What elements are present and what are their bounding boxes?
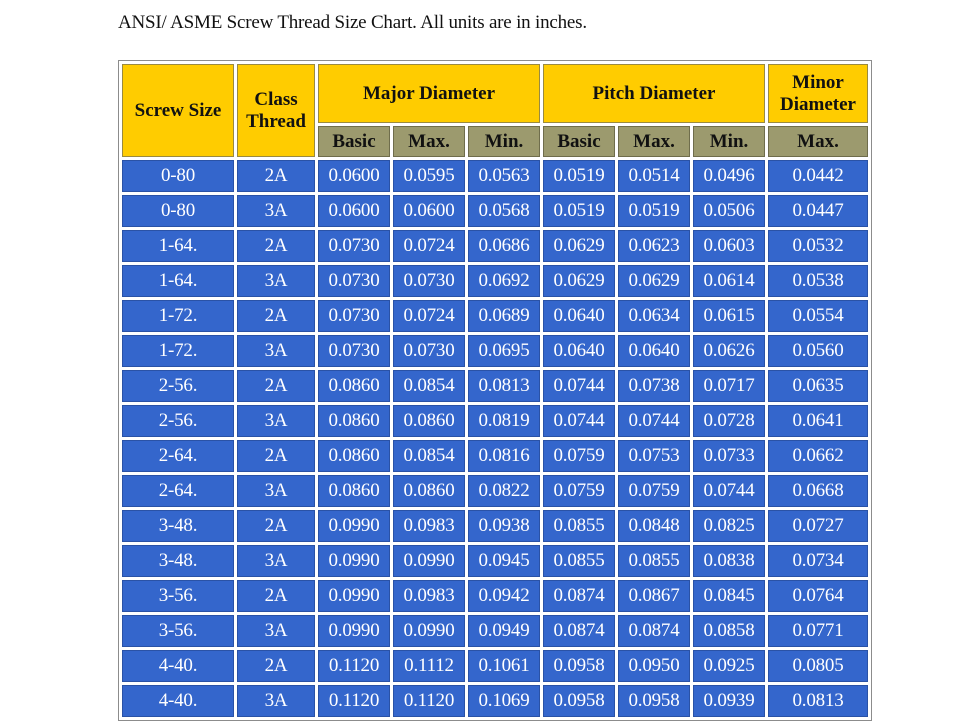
cell-major-max: 0.0730	[393, 335, 465, 367]
cell-major-basic: 0.0860	[318, 475, 390, 507]
table-row	[122, 685, 868, 717]
cell-minor-max: 0.0635	[768, 370, 868, 402]
subheader-pitch-basic: Basic	[543, 126, 615, 157]
cell-pitch-basic: 0.0874	[543, 615, 615, 647]
cell-pitch-max: 0.0867	[618, 580, 690, 612]
cell-minor-max: 0.0532	[768, 230, 868, 262]
cell-pitch-max: 0.0958	[618, 685, 690, 717]
table-row	[122, 475, 868, 507]
cell-class-thread: 2A	[237, 510, 315, 542]
cell-pitch-min: 0.0728	[693, 405, 765, 437]
subheader-major-min: Min.	[468, 126, 540, 157]
subheader-pitch-min: Min.	[693, 126, 765, 157]
subheader-major-basic: Basic	[318, 126, 390, 157]
cell-major-basic: 0.0730	[318, 335, 390, 367]
cell-pitch-min: 0.0614	[693, 265, 765, 297]
cell-major-min: 0.0813	[468, 370, 540, 402]
cell-major-basic: 0.0990	[318, 580, 390, 612]
cell-screw-size: 1-64.	[122, 265, 234, 297]
cell-minor-max: 0.0813	[768, 685, 868, 717]
cell-pitch-min: 0.0733	[693, 440, 765, 472]
cell-pitch-min: 0.0838	[693, 545, 765, 577]
cell-class-thread: 3A	[237, 405, 315, 437]
table-row	[122, 580, 868, 612]
cell-pitch-basic: 0.0519	[543, 195, 615, 227]
cell-minor-max: 0.0442	[768, 160, 868, 192]
cell-major-basic: 0.0730	[318, 230, 390, 262]
cell-pitch-basic: 0.0958	[543, 650, 615, 682]
cell-class-thread: 2A	[237, 160, 315, 192]
cell-pitch-min: 0.0744	[693, 475, 765, 507]
cell-pitch-min: 0.0825	[693, 510, 765, 542]
cell-major-max: 0.0990	[393, 545, 465, 577]
cell-minor-max: 0.0764	[768, 580, 868, 612]
cell-major-min: 0.0822	[468, 475, 540, 507]
cell-pitch-min: 0.0717	[693, 370, 765, 402]
table-row	[122, 160, 868, 192]
cell-pitch-basic: 0.0855	[543, 510, 615, 542]
table-row	[122, 405, 868, 437]
cell-screw-size: 1-72.	[122, 335, 234, 367]
cell-class-thread: 3A	[237, 195, 315, 227]
cell-major-min: 0.0686	[468, 230, 540, 262]
cell-minor-max: 0.0554	[768, 300, 868, 332]
cell-pitch-min: 0.0925	[693, 650, 765, 682]
cell-class-thread: 2A	[237, 230, 315, 262]
cell-pitch-max: 0.0738	[618, 370, 690, 402]
cell-major-max: 0.0860	[393, 405, 465, 437]
cell-pitch-basic: 0.0744	[543, 370, 615, 402]
cell-major-max: 0.0983	[393, 510, 465, 542]
cell-major-basic: 0.0860	[318, 440, 390, 472]
cell-major-basic: 0.0990	[318, 510, 390, 542]
cell-class-thread: 3A	[237, 265, 315, 297]
cell-class-thread: 2A	[237, 370, 315, 402]
header-class-thread: Class Thread	[237, 64, 315, 157]
cell-minor-max: 0.0668	[768, 475, 868, 507]
cell-pitch-max: 0.0629	[618, 265, 690, 297]
cell-pitch-basic: 0.0874	[543, 580, 615, 612]
cell-major-min: 0.0692	[468, 265, 540, 297]
cell-minor-max: 0.0538	[768, 265, 868, 297]
table-row	[122, 335, 868, 367]
cell-major-max: 0.0990	[393, 615, 465, 647]
table-row	[122, 615, 868, 647]
cell-major-min: 0.1061	[468, 650, 540, 682]
cell-pitch-basic: 0.0519	[543, 160, 615, 192]
cell-screw-size: 4-40.	[122, 685, 234, 717]
table-body	[122, 160, 868, 717]
cell-pitch-min: 0.0615	[693, 300, 765, 332]
cell-minor-max: 0.0734	[768, 545, 868, 577]
cell-screw-size: 2-56.	[122, 405, 234, 437]
cell-screw-size: 1-72.	[122, 300, 234, 332]
cell-major-min: 0.1069	[468, 685, 540, 717]
cell-pitch-max: 0.0744	[618, 405, 690, 437]
cell-major-max: 0.1120	[393, 685, 465, 717]
cell-pitch-min: 0.0603	[693, 230, 765, 262]
cell-major-basic: 0.0990	[318, 615, 390, 647]
cell-class-thread: 2A	[237, 650, 315, 682]
cell-screw-size: 3-56.	[122, 580, 234, 612]
cell-pitch-max: 0.0759	[618, 475, 690, 507]
cell-class-thread: 3A	[237, 475, 315, 507]
cell-screw-size: 0-80	[122, 160, 234, 192]
cell-major-max: 0.0730	[393, 265, 465, 297]
cell-major-min: 0.0568	[468, 195, 540, 227]
table-row	[122, 650, 868, 682]
cell-screw-size: 2-64.	[122, 440, 234, 472]
cell-pitch-basic: 0.0629	[543, 230, 615, 262]
cell-pitch-max: 0.0623	[618, 230, 690, 262]
cell-major-min: 0.0563	[468, 160, 540, 192]
cell-pitch-max: 0.0874	[618, 615, 690, 647]
cell-pitch-min: 0.0845	[693, 580, 765, 612]
cell-minor-max: 0.0771	[768, 615, 868, 647]
cell-major-max: 0.0854	[393, 440, 465, 472]
table-row	[122, 370, 868, 402]
cell-major-basic: 0.1120	[318, 685, 390, 717]
cell-minor-max: 0.0560	[768, 335, 868, 367]
cell-pitch-max: 0.0519	[618, 195, 690, 227]
cell-class-thread: 3A	[237, 685, 315, 717]
cell-minor-max: 0.0447	[768, 195, 868, 227]
cell-pitch-basic: 0.0640	[543, 300, 615, 332]
cell-pitch-max: 0.0950	[618, 650, 690, 682]
table-viewport	[118, 60, 860, 711]
table-row	[122, 545, 868, 577]
subheader-minor-max: Max.	[768, 126, 868, 157]
cell-screw-size: 2-56.	[122, 370, 234, 402]
cell-screw-size: 0-80	[122, 195, 234, 227]
header-major-diameter: Major Diameter	[318, 64, 540, 123]
cell-pitch-min: 0.0939	[693, 685, 765, 717]
cell-pitch-max: 0.0514	[618, 160, 690, 192]
cell-major-min: 0.0945	[468, 545, 540, 577]
table-caption: ANSI/ ASME Screw Thread Size Chart. All units are in inches.	[118, 12, 587, 33]
table-row	[122, 265, 868, 297]
header-row-top	[122, 64, 868, 123]
header-screw-size: Screw Size	[122, 64, 234, 157]
cell-pitch-basic: 0.0958	[543, 685, 615, 717]
cell-pitch-max: 0.0848	[618, 510, 690, 542]
cell-major-max: 0.0860	[393, 475, 465, 507]
cell-pitch-basic: 0.0640	[543, 335, 615, 367]
cell-pitch-basic: 0.0629	[543, 265, 615, 297]
cell-pitch-max: 0.0634	[618, 300, 690, 332]
cell-major-basic: 0.0860	[318, 370, 390, 402]
cell-pitch-min: 0.0506	[693, 195, 765, 227]
cell-pitch-basic: 0.0759	[543, 440, 615, 472]
cell-major-max: 0.1112	[393, 650, 465, 682]
cell-major-min: 0.0819	[468, 405, 540, 437]
cell-major-basic: 0.0860	[318, 405, 390, 437]
cell-pitch-min: 0.0858	[693, 615, 765, 647]
header-pitch-diameter: Pitch Diameter	[543, 64, 765, 123]
header-minor-diameter: Minor Diameter	[768, 64, 868, 123]
cell-major-min: 0.0816	[468, 440, 540, 472]
table-row	[122, 230, 868, 262]
cell-minor-max: 0.0805	[768, 650, 868, 682]
cell-minor-max: 0.0662	[768, 440, 868, 472]
cell-major-basic: 0.0730	[318, 265, 390, 297]
cell-screw-size: 4-40.	[122, 650, 234, 682]
cell-pitch-basic: 0.0759	[543, 475, 615, 507]
table-row	[122, 510, 868, 542]
cell-screw-size: 2-64.	[122, 475, 234, 507]
cell-major-min: 0.0689	[468, 300, 540, 332]
cell-major-min: 0.0938	[468, 510, 540, 542]
cell-major-basic: 0.0600	[318, 195, 390, 227]
cell-class-thread: 2A	[237, 440, 315, 472]
cell-major-min: 0.0949	[468, 615, 540, 647]
cell-major-min: 0.0942	[468, 580, 540, 612]
cell-pitch-max: 0.0855	[618, 545, 690, 577]
cell-screw-size: 3-48.	[122, 545, 234, 577]
cell-pitch-min: 0.0626	[693, 335, 765, 367]
cell-minor-max: 0.0727	[768, 510, 868, 542]
cell-major-basic: 0.1120	[318, 650, 390, 682]
cell-class-thread: 3A	[237, 545, 315, 577]
cell-major-min: 0.0695	[468, 335, 540, 367]
cell-major-basic: 0.0730	[318, 300, 390, 332]
cell-class-thread: 2A	[237, 580, 315, 612]
cell-major-max: 0.0724	[393, 300, 465, 332]
cell-major-max: 0.0724	[393, 230, 465, 262]
table-row	[122, 440, 868, 472]
subheader-major-max: Max.	[393, 126, 465, 157]
cell-major-max: 0.0854	[393, 370, 465, 402]
cell-major-basic: 0.0600	[318, 160, 390, 192]
cell-class-thread: 3A	[237, 335, 315, 367]
screw-thread-table	[118, 60, 872, 721]
cell-screw-size: 1-64.	[122, 230, 234, 262]
cell-pitch-max: 0.0753	[618, 440, 690, 472]
cell-class-thread: 3A	[237, 615, 315, 647]
cell-screw-size: 3-56.	[122, 615, 234, 647]
subheader-pitch-max: Max.	[618, 126, 690, 157]
cell-major-max: 0.0595	[393, 160, 465, 192]
cell-class-thread: 2A	[237, 300, 315, 332]
table-row	[122, 195, 868, 227]
cell-minor-max: 0.0641	[768, 405, 868, 437]
cell-pitch-min: 0.0496	[693, 160, 765, 192]
cell-pitch-max: 0.0640	[618, 335, 690, 367]
cell-screw-size: 3-48.	[122, 510, 234, 542]
cell-pitch-basic: 0.0744	[543, 405, 615, 437]
cell-major-max: 0.0983	[393, 580, 465, 612]
cell-major-max: 0.0600	[393, 195, 465, 227]
cell-major-basic: 0.0990	[318, 545, 390, 577]
table-row	[122, 300, 868, 332]
cell-pitch-basic: 0.0855	[543, 545, 615, 577]
